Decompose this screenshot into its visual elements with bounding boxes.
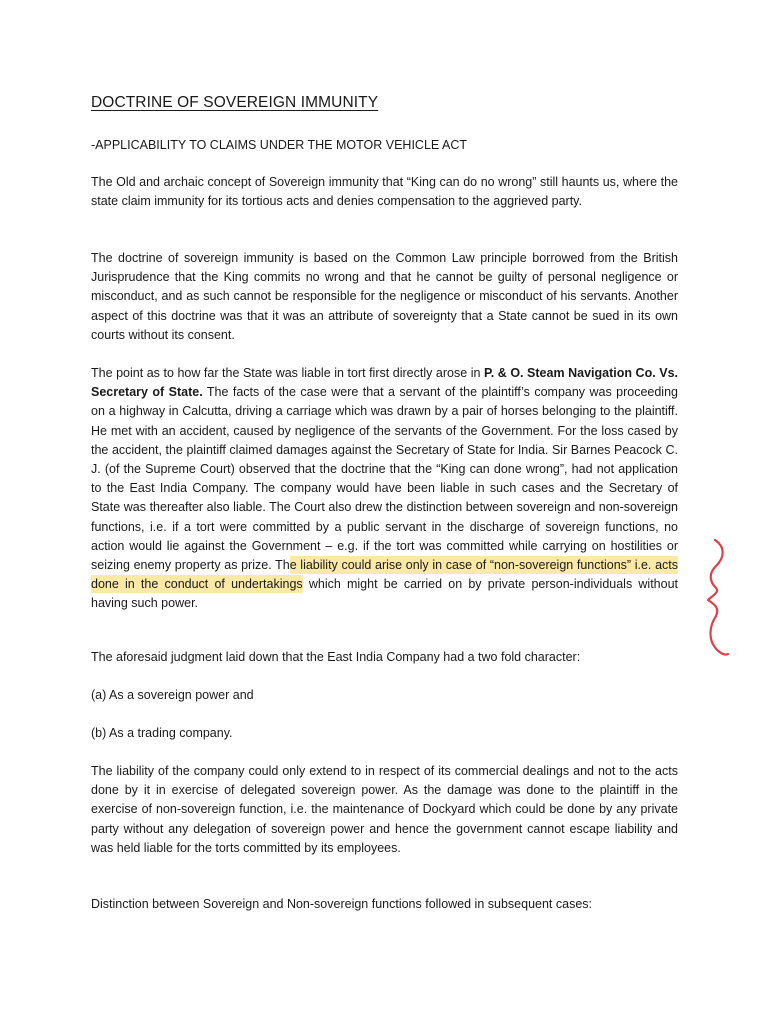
case-conclusion-text: which might be carried on by private person-individuals without having such power. — [91, 577, 678, 611]
case-intro-text: The point as to how far the State was liable in tort first directly arose in — [91, 366, 484, 380]
list-item-trading-company: (b) As a trading company. — [91, 726, 233, 740]
document-title: DOCTRINE OF SOVEREIGN IMMUNITY — [91, 94, 379, 111]
paragraph-intro: The Old and archaic concept of Sovereign immunity that “King can do no wrong” still haunts us, where the state claim immunity for its tortious acts and denies compensation to the aggrieved party. — [91, 175, 678, 209]
paragraph-two-fold-character: The aforesaid judgment laid down that the East India Company had a two fold character: — [91, 650, 581, 664]
paragraph-liability: The liability of the company could only extend to in respect of its commercial dealings and not to the acts done by it in exercise of delegated sovereign power. As the damage was done to the plaintiff in the exercise of non-sovereign function, i.e. the maintenance of Dockyard which could be done by any private party without any delegation of sovereign power and hence the government cannot escape liability and was held liable for the torts committed by its employees. — [91, 764, 678, 855]
list-item-sovereign-power: (a) As a sovereign power and — [91, 688, 254, 702]
document-subtitle: -APPLICABILITY TO CLAIMS UNDER THE MOTOR VEHICLE ACT — [91, 138, 468, 152]
case-facts-text: The facts of the case were that a servant of the plaintiff’s company was proceeding on a highway in Calcutta, driving a carriage which was drawn by a pair of horses belonging to the plaintiff. He met with an accident, caused by negligence of the servants of the Government. For the loss cased by the accident, the plaintiff claimed damages against the Secretary of State for India. Sir Barnes Peacock C. J. (of the Supreme Court) observed that the doctrine that the “King can done wrong”, had not application to the East India Company. The company would have been liable in such cases and the Secretary of State was thereafter also liable. The Court also drew the distinction between sovereign and non-sovereign functions, i.e. if a tort were committed by a public servant in the discharge of sovereign functions, no action would lie against the Government – e.g. if the tort was committed while carrying on hostilities or seizing enemy property as prize. Th — [91, 385, 678, 573]
case-name: P. & O. Steam Navigation Co. Vs. Secretary of State. — [91, 366, 678, 400]
paragraph-po-steam-case — [91, 364, 678, 614]
margin-brace-annotation-icon — [702, 536, 732, 660]
paragraph-distinction: Distinction between Sovereign and Non-sovereign functions followed in subsequent cases: — [91, 897, 592, 911]
paragraph-common-law: The doctrine of sovereign immunity is based on the Common Law principle borrowed from the British Jurisprudence that the King commits no wrong and that he cannot be guilty of personal negligence or misconduct, and as such cannot be responsible for the negligence or misconduct of his servants. Another aspect of this doctrine was that it was an attribute of sovereignty that a State cannot be sued in its own courts without its consent. — [91, 251, 678, 342]
highlighted-passage: e liability could arise only in case of “non-sovereign functions” i.e. acts done in the conduct of undertakings — [91, 558, 678, 592]
